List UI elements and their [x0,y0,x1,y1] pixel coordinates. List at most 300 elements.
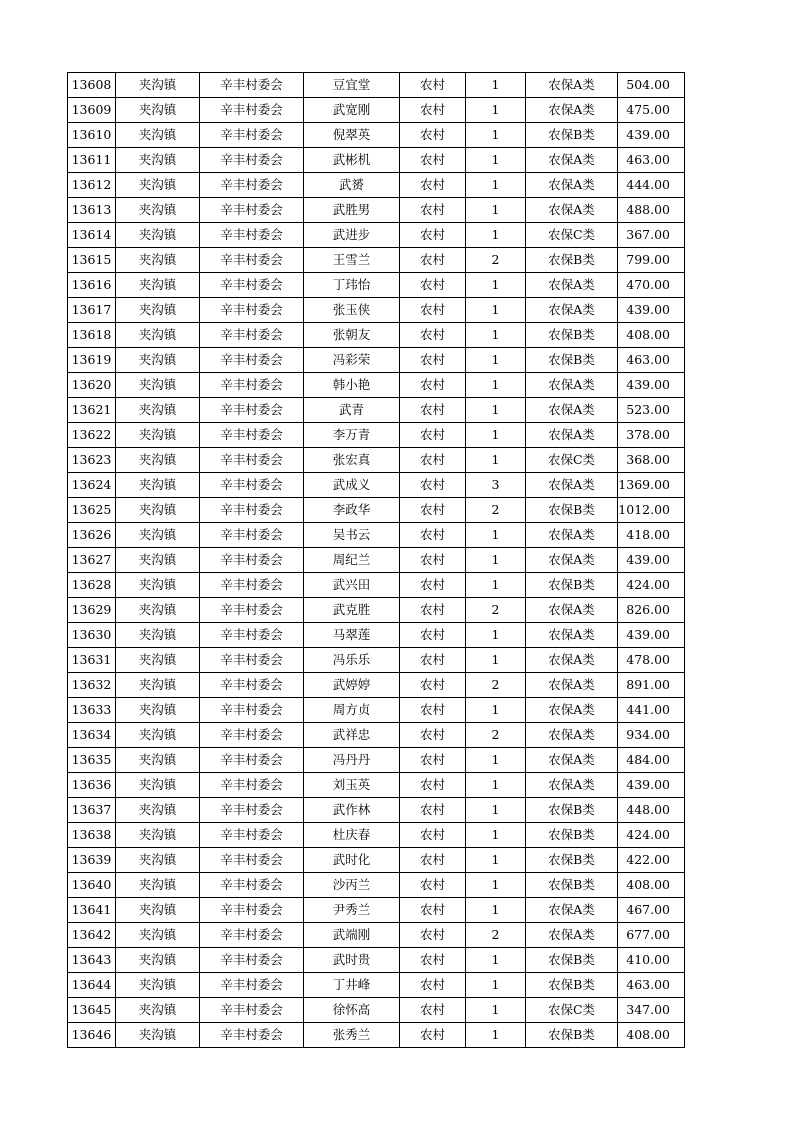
table-row [68,148,685,173]
insurance-category-cell: 农保A类 [526,373,618,398]
insurance-category-cell: 农保A类 [526,898,618,923]
table-row [68,1023,685,1048]
town-cell: 夹沟镇 [116,73,200,98]
insurance-category-cell: 农保A类 [526,723,618,748]
village-committee-cell: 辛丰村委会 [200,648,304,673]
insurance-category-cell: 农保A类 [526,173,618,198]
record-id-cell: 13623 [68,448,116,473]
name-cell: 周纪兰 [304,548,400,573]
town-cell: 夹沟镇 [116,1023,200,1048]
name-cell: 武兴田 [304,573,400,598]
record-id-cell: 13632 [68,673,116,698]
town-cell: 夹沟镇 [116,998,200,1023]
amount-cell: 408.00 [618,323,685,348]
household-type-cell: 农村 [400,448,466,473]
name-cell: 丁玮怡 [304,273,400,298]
household-type-cell: 农村 [400,73,466,98]
amount-cell: 422.00 [618,848,685,873]
household-size-cell: 1 [466,273,526,298]
insurance-category-cell: 农保A类 [526,148,618,173]
household-type-cell: 农村 [400,798,466,823]
table-row [68,198,685,223]
record-id-cell: 13645 [68,998,116,1023]
amount-cell: 463.00 [618,973,685,998]
amount-cell: 463.00 [618,148,685,173]
town-cell: 夹沟镇 [116,723,200,748]
village-committee-cell: 辛丰村委会 [200,373,304,398]
table-row [68,798,685,823]
amount-cell: 439.00 [618,123,685,148]
insurance-category-cell: 农保A类 [526,673,618,698]
record-id-cell: 13609 [68,98,116,123]
town-cell: 夹沟镇 [116,848,200,873]
name-cell: 马翠莲 [304,623,400,648]
record-id-cell: 13638 [68,823,116,848]
household-size-cell: 1 [466,948,526,973]
household-size-cell: 3 [466,473,526,498]
record-id-cell: 13625 [68,498,116,523]
village-committee-cell: 辛丰村委会 [200,873,304,898]
household-size-cell: 1 [466,123,526,148]
household-size-cell: 2 [466,923,526,948]
name-cell: 武宽刚 [304,98,400,123]
village-committee-cell: 辛丰村委会 [200,198,304,223]
insurance-category-cell: 农保A类 [526,473,618,498]
table-row [68,473,685,498]
household-type-cell: 农村 [400,1023,466,1048]
table-row [68,723,685,748]
household-size-cell: 1 [466,423,526,448]
name-cell: 武时贵 [304,948,400,973]
record-id-cell: 13640 [68,873,116,898]
insurance-category-cell: 农保A类 [526,623,618,648]
amount-cell: 488.00 [618,198,685,223]
name-cell: 刘玉英 [304,773,400,798]
table-row [68,273,685,298]
table-row [68,298,685,323]
town-cell: 夹沟镇 [116,198,200,223]
table-row [68,523,685,548]
amount-cell: 523.00 [618,398,685,423]
record-id-cell: 13631 [68,648,116,673]
village-committee-cell: 辛丰村委会 [200,723,304,748]
town-cell: 夹沟镇 [116,648,200,673]
record-id-cell: 13639 [68,848,116,873]
amount-cell: 484.00 [618,748,685,773]
town-cell: 夹沟镇 [116,748,200,773]
insurance-category-cell: 农保A类 [526,773,618,798]
table-row [68,948,685,973]
town-cell: 夹沟镇 [116,823,200,848]
household-type-cell: 农村 [400,548,466,573]
village-committee-cell: 辛丰村委会 [200,323,304,348]
household-size-cell: 1 [466,773,526,798]
village-committee-cell: 辛丰村委会 [200,223,304,248]
town-cell: 夹沟镇 [116,798,200,823]
amount-cell: 478.00 [618,648,685,673]
record-id-cell: 13635 [68,748,116,773]
name-cell: 李万青 [304,423,400,448]
town-cell: 夹沟镇 [116,573,200,598]
record-id-cell: 13608 [68,73,116,98]
household-type-cell: 农村 [400,148,466,173]
household-type-cell: 农村 [400,98,466,123]
insurance-category-cell: 农保A类 [526,548,618,573]
insurance-category-cell: 农保A类 [526,73,618,98]
household-size-cell: 1 [466,873,526,898]
table-row [68,748,685,773]
name-cell: 武克胜 [304,598,400,623]
amount-cell: 799.00 [618,248,685,273]
table-row [68,323,685,348]
household-type-cell: 农村 [400,198,466,223]
household-type-cell: 农村 [400,723,466,748]
insurance-category-cell: 农保A类 [526,198,618,223]
village-committee-cell: 辛丰村委会 [200,248,304,273]
household-size-cell: 1 [466,548,526,573]
household-size-cell: 1 [466,323,526,348]
table-row [68,73,685,98]
town-cell: 夹沟镇 [116,398,200,423]
name-cell: 武进步 [304,223,400,248]
amount-cell: 444.00 [618,173,685,198]
record-id-cell: 13636 [68,773,116,798]
household-size-cell: 2 [466,248,526,273]
insurance-category-cell: 农保A类 [526,298,618,323]
amount-cell: 441.00 [618,698,685,723]
insurance-category-cell: 农保A类 [526,748,618,773]
household-size-cell: 1 [466,573,526,598]
name-cell: 武端刚 [304,923,400,948]
village-committee-cell: 辛丰村委会 [200,673,304,698]
household-size-cell: 1 [466,1023,526,1048]
table-row [68,873,685,898]
town-cell: 夹沟镇 [116,323,200,348]
household-type-cell: 农村 [400,998,466,1023]
record-id-cell: 13618 [68,323,116,348]
table-row [68,848,685,873]
name-cell: 沙丙兰 [304,873,400,898]
household-type-cell: 农村 [400,573,466,598]
amount-cell: 408.00 [618,873,685,898]
amount-cell: 439.00 [618,773,685,798]
household-size-cell: 1 [466,98,526,123]
insurance-category-cell: 农保A类 [526,923,618,948]
insurance-category-cell: 农保B类 [526,248,618,273]
town-cell: 夹沟镇 [116,273,200,298]
household-type-cell: 农村 [400,948,466,973]
village-committee-cell: 辛丰村委会 [200,998,304,1023]
household-size-cell: 1 [466,648,526,673]
town-cell: 夹沟镇 [116,473,200,498]
village-committee-cell: 辛丰村委会 [200,298,304,323]
name-cell: 徐怀高 [304,998,400,1023]
name-cell: 武赟 [304,173,400,198]
household-type-cell: 农村 [400,498,466,523]
village-committee-cell: 辛丰村委会 [200,948,304,973]
name-cell: 冯乐乐 [304,648,400,673]
table-row [68,423,685,448]
insurance-category-cell: 农保B类 [526,848,618,873]
name-cell: 武作林 [304,798,400,823]
insurance-category-cell: 农保A类 [526,398,618,423]
household-type-cell: 农村 [400,373,466,398]
table-row [68,173,685,198]
table-row [68,123,685,148]
record-id-cell: 13646 [68,1023,116,1048]
household-size-cell: 1 [466,998,526,1023]
village-committee-cell: 辛丰村委会 [200,973,304,998]
record-id-cell: 13627 [68,548,116,573]
record-id-cell: 13643 [68,948,116,973]
name-cell: 冯彩荣 [304,348,400,373]
name-cell: 李政华 [304,498,400,523]
household-size-cell: 1 [466,848,526,873]
household-type-cell: 农村 [400,898,466,923]
name-cell: 冯丹丹 [304,748,400,773]
amount-cell: 891.00 [618,673,685,698]
amount-cell: 418.00 [618,523,685,548]
name-cell: 韩小艳 [304,373,400,398]
table-row [68,923,685,948]
table-row [68,673,685,698]
household-size-cell: 1 [466,523,526,548]
amount-cell: 467.00 [618,898,685,923]
name-cell: 杜庆春 [304,823,400,848]
name-cell: 张朝友 [304,323,400,348]
town-cell: 夹沟镇 [116,298,200,323]
beneficiary-table [67,72,685,1048]
household-size-cell: 1 [466,198,526,223]
town-cell: 夹沟镇 [116,973,200,998]
amount-cell: 378.00 [618,423,685,448]
record-id-cell: 13617 [68,298,116,323]
name-cell: 张玉侠 [304,298,400,323]
town-cell: 夹沟镇 [116,248,200,273]
name-cell: 武胜男 [304,198,400,223]
household-size-cell: 1 [466,798,526,823]
town-cell: 夹沟镇 [116,98,200,123]
village-committee-cell: 辛丰村委会 [200,923,304,948]
insurance-category-cell: 农保B类 [526,348,618,373]
amount-cell: 368.00 [618,448,685,473]
insurance-category-cell: 农保C类 [526,223,618,248]
insurance-category-cell: 农保B类 [526,973,618,998]
household-type-cell: 农村 [400,748,466,773]
name-cell: 武青 [304,398,400,423]
insurance-category-cell: 农保A类 [526,423,618,448]
village-committee-cell: 辛丰村委会 [200,623,304,648]
village-committee-cell: 辛丰村委会 [200,273,304,298]
household-type-cell: 农村 [400,123,466,148]
household-type-cell: 农村 [400,923,466,948]
insurance-category-cell: 农保A类 [526,523,618,548]
insurance-category-cell: 农保B类 [526,873,618,898]
town-cell: 夹沟镇 [116,673,200,698]
table-row [68,773,685,798]
insurance-category-cell: 农保A类 [526,648,618,673]
record-id-cell: 13634 [68,723,116,748]
household-type-cell: 农村 [400,823,466,848]
household-size-cell: 1 [466,73,526,98]
village-committee-cell: 辛丰村委会 [200,548,304,573]
household-type-cell: 农村 [400,623,466,648]
table-row [68,598,685,623]
name-cell: 豆宜堂 [304,73,400,98]
household-type-cell: 农村 [400,698,466,723]
household-size-cell: 2 [466,673,526,698]
household-size-cell: 1 [466,373,526,398]
insurance-category-cell: 农保A类 [526,98,618,123]
town-cell: 夹沟镇 [116,423,200,448]
town-cell: 夹沟镇 [116,123,200,148]
village-committee-cell: 辛丰村委会 [200,73,304,98]
village-committee-cell: 辛丰村委会 [200,423,304,448]
beneficiary-table-body [68,73,685,1048]
table-row [68,548,685,573]
village-committee-cell: 辛丰村委会 [200,523,304,548]
town-cell: 夹沟镇 [116,773,200,798]
town-cell: 夹沟镇 [116,923,200,948]
record-id-cell: 13610 [68,123,116,148]
household-type-cell: 农村 [400,873,466,898]
insurance-category-cell: 农保C类 [526,448,618,473]
household-size-cell: 1 [466,223,526,248]
village-committee-cell: 辛丰村委会 [200,448,304,473]
household-type-cell: 农村 [400,648,466,673]
village-committee-cell: 辛丰村委会 [200,698,304,723]
household-type-cell: 农村 [400,173,466,198]
amount-cell: 424.00 [618,823,685,848]
household-type-cell: 农村 [400,773,466,798]
village-committee-cell: 辛丰村委会 [200,473,304,498]
amount-cell: 475.00 [618,98,685,123]
table-row [68,498,685,523]
amount-cell: 439.00 [618,623,685,648]
town-cell: 夹沟镇 [116,523,200,548]
town-cell: 夹沟镇 [116,348,200,373]
table-row [68,623,685,648]
village-committee-cell: 辛丰村委会 [200,798,304,823]
record-id-cell: 13628 [68,573,116,598]
name-cell: 吴书云 [304,523,400,548]
household-size-cell: 1 [466,448,526,473]
village-committee-cell: 辛丰村委会 [200,748,304,773]
village-committee-cell: 辛丰村委会 [200,573,304,598]
insurance-category-cell: 农保B类 [526,123,618,148]
village-committee-cell: 辛丰村委会 [200,498,304,523]
amount-cell: 410.00 [618,948,685,973]
household-size-cell: 1 [466,348,526,373]
town-cell: 夹沟镇 [116,148,200,173]
table-row [68,973,685,998]
household-size-cell: 1 [466,748,526,773]
household-type-cell: 农村 [400,973,466,998]
town-cell: 夹沟镇 [116,373,200,398]
insurance-category-cell: 农保B类 [526,823,618,848]
village-committee-cell: 辛丰村委会 [200,898,304,923]
record-id-cell: 13644 [68,973,116,998]
amount-cell: 439.00 [618,298,685,323]
insurance-category-cell: 农保A类 [526,598,618,623]
amount-cell: 448.00 [618,798,685,823]
name-cell: 武成义 [304,473,400,498]
record-id-cell: 13620 [68,373,116,398]
town-cell: 夹沟镇 [116,898,200,923]
village-committee-cell: 辛丰村委会 [200,123,304,148]
amount-cell: 408.00 [618,1023,685,1048]
insurance-category-cell: 农保B类 [526,798,618,823]
name-cell: 武时化 [304,848,400,873]
village-committee-cell: 辛丰村委会 [200,773,304,798]
household-type-cell: 农村 [400,673,466,698]
table-row [68,823,685,848]
amount-cell: 463.00 [618,348,685,373]
name-cell: 丁井峰 [304,973,400,998]
insurance-category-cell: 农保B类 [526,948,618,973]
household-size-cell: 2 [466,598,526,623]
household-type-cell: 农村 [400,473,466,498]
town-cell: 夹沟镇 [116,948,200,973]
household-type-cell: 农村 [400,523,466,548]
village-committee-cell: 辛丰村委会 [200,598,304,623]
name-cell: 周方贞 [304,698,400,723]
town-cell: 夹沟镇 [116,698,200,723]
household-size-cell: 1 [466,148,526,173]
village-committee-cell: 辛丰村委会 [200,398,304,423]
record-id-cell: 13611 [68,148,116,173]
household-size-cell: 1 [466,973,526,998]
household-type-cell: 农村 [400,423,466,448]
name-cell: 武彬机 [304,148,400,173]
amount-cell: 1369.00 [618,473,685,498]
record-id-cell: 13619 [68,348,116,373]
table-row [68,98,685,123]
table-row [68,223,685,248]
amount-cell: 439.00 [618,373,685,398]
town-cell: 夹沟镇 [116,623,200,648]
household-type-cell: 农村 [400,223,466,248]
village-committee-cell: 辛丰村委会 [200,98,304,123]
record-id-cell: 13612 [68,173,116,198]
amount-cell: 1012.00 [618,498,685,523]
household-size-cell: 1 [466,898,526,923]
table-row [68,248,685,273]
insurance-category-cell: 农保B类 [526,323,618,348]
name-cell: 王雪兰 [304,248,400,273]
name-cell: 武婷婷 [304,673,400,698]
record-id-cell: 13613 [68,198,116,223]
table-row [68,398,685,423]
record-id-cell: 13621 [68,398,116,423]
amount-cell: 826.00 [618,598,685,623]
village-committee-cell: 辛丰村委会 [200,173,304,198]
table-row [68,648,685,673]
village-committee-cell: 辛丰村委会 [200,848,304,873]
household-type-cell: 农村 [400,598,466,623]
town-cell: 夹沟镇 [116,223,200,248]
town-cell: 夹沟镇 [116,548,200,573]
name-cell: 张宏真 [304,448,400,473]
household-type-cell: 农村 [400,398,466,423]
town-cell: 夹沟镇 [116,498,200,523]
town-cell: 夹沟镇 [116,873,200,898]
village-committee-cell: 辛丰村委会 [200,1023,304,1048]
insurance-category-cell: 农保A类 [526,698,618,723]
name-cell: 武祥忠 [304,723,400,748]
table-row [68,348,685,373]
insurance-category-cell: 农保B类 [526,498,618,523]
